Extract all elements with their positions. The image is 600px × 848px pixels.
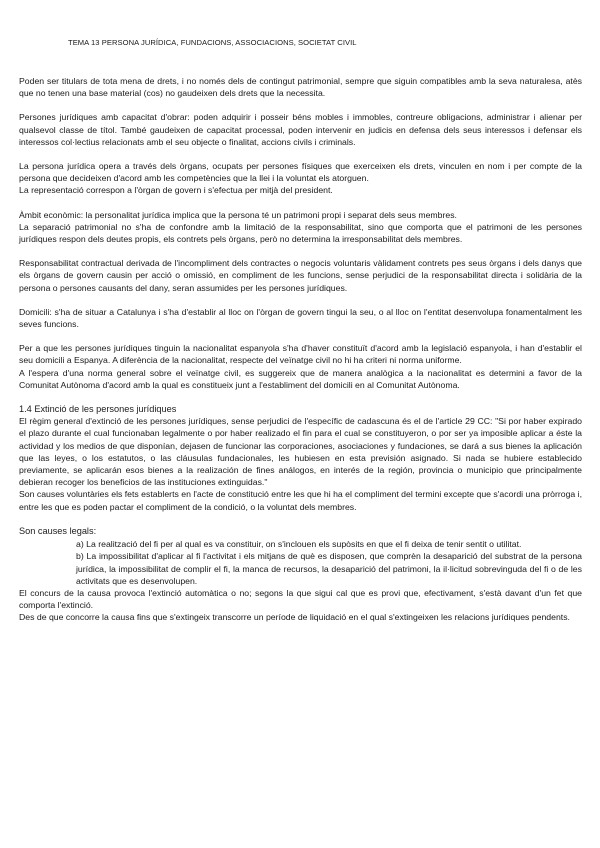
paragraph-patrimonial-separation: La separació patrimonial no s'ha de confondre amb la limitació de la responsabilitat, sino que comporta que el patrimoni de les persones jurídiques respon dels deutes propis, els contrets pels òrgans, però no determina la irresponsabilitat dels membres. bbox=[19, 221, 582, 245]
paragraph-voluntary-causes: Son causes voluntàries els fets establerts en l'acte de constitució entre les que hi ha el compliment del termini excepte que s'acordi una pròrroga i, entre les que es poden pactar el compliment de la condició, o la voluntat dels membres. bbox=[19, 489, 583, 512]
paragraph-economic-scope: Àmbit econòmic: la personalitat jurídica implica que la persona té un patrimoni propi i separat dels seus membres. bbox=[19, 209, 457, 220]
paragraph-liquidation: Des de que concorre la causa fins que s'extingeix transcorre un període de liquidació en el qual s'extingeixen les relacions jurídiques pendents. bbox=[19, 612, 570, 623]
section-title-extinction: 1.4 Extinció de les persones jurídiques bbox=[19, 404, 177, 415]
paragraph-capacity: Persones jurídiques amb capacitat d'obrar: poden adquirir i posseir béns mobles i immobles, contreure obligacions, administrar i alienar per qualsevol classe de títol. També gaudeixen de capacitat processal, poden intervenir en judicis en defensa dels seus interessos i defensar els interessos col·lectius relacionats amb el seu objecte o finalitat, accions civils i criminals. bbox=[19, 112, 582, 147]
paragraph-extinction-regime: El règim general d'extinció de les persones jurídiques, sense perjudici de l'específic de cadascuna és el de l'article 29 CC: "Si por haber expirado el plazo durante el cual funcionaban legalmente o por haber realizado el fin para el cual se constituyeron, o por ser ya imposible aplicar a éste la actividad y los medios de que disponían, dejasen de funcionar las corporaciones, asociaciones y fundaciones, se dará a sus bienes la aplicación que las leyes, o los estatutos, o las cláusulas fundacionales, les hubiesen en esta previsión asignado. Si nada se hubiere establecido previamente, se aplicarán esos bienes a la realización de fines análogos, en interés de la región, provincia o municipio que principalmente debieran recoger los beneficios de las instituciones extinguidas." bbox=[19, 416, 582, 488]
legal-cause-item-b: b) La impossibilitat d'aplicar al fi l'activitat i els mitjans de què es disposen, que comprèn la desaparició del substrat de la persona jurídica, la impossibilitat de complir el fi, la manca de recursos, la desaparició del patrimoni, la il·licitud sobrevinguda del fi o de les activitats que es desenvolupen. bbox=[76, 551, 582, 586]
legal-cause-item-a: a) La realització del fi per al qual es va constituir, on s'inclouen els supòsits en que el fi deixa de tenir sentit o utilitat. bbox=[76, 539, 522, 550]
document-body bbox=[19, 75, 582, 636]
paragraph-representation: La representació correspon a l'òrgan de govern i s'efectua per mitjà del president. bbox=[19, 185, 333, 196]
legal-causes-title: Son causes legals: bbox=[19, 525, 97, 536]
paragraph-concurrence: El concurs de la causa provoca l'extinció automàtica o no; segons la que sigui cal que es provi que, efectivament, s'està davant d'un fet que comporta l'extinció. bbox=[19, 587, 582, 611]
paragraph-rights: Poden ser titulars de tota mena de drets, i no només dels de contingut patrimonial, sempre que siguin compatibles amb la seva naturalesa, atès que no tenen una base material (cos) no gaudeixen dels drets que la necessita. bbox=[19, 76, 582, 99]
paragraph-nationality: Per a que les persones jurídiques tinguin la nacionalitat espanyola s'ha d'haver constituït d'acord amb la legislació espanyola, i han d'establir el seu domicili a Espanya. A diferència de la nacionalitat, respecte del veïnatge civil no hi ha criteri ni norma uniforme. bbox=[19, 343, 582, 366]
page-header-title: TEMA 13 PERSONA JURÍDICA, FUNDACIONS, ASSOCIACIONS, SOCIETAT CIVIL bbox=[68, 38, 357, 47]
paragraph-domicile: Domicili: s'ha de situar a Catalunya i s'ha d'establir al lloc on l'òrgan de govern tingui la seu, o al lloc on l'entitat desenvolupa fonamentalment les seves funcions. bbox=[19, 306, 582, 330]
paragraph-liability: Responsabilitat contractual derivada de l'incompliment dels contractes o negocis voluntaris vàlidament contrets pes seus òrgans i dels danys que els òrgans de govern causin per acció o omissió, en compliment de les funcions, sense perjudici de la responsabilitat directa i solidària de la persona o persones causants del dany, seran assumides per les persones jurídiques. bbox=[19, 258, 582, 293]
paragraph-organs: La persona jurídica opera a través dels òrgans, ocupats per persones físiques que exerceixen els drets, vinculen en nom i per compte de la persona que decideixen d'acord amb les competències que la llei i la voluntat els atorguen. bbox=[19, 161, 582, 184]
paragraph-civil-neighborhood: A l'espera d'una norma general sobre el veïnatge civil, es suggereix que de manera analògica a la nacionalitat es determini a favor de la Comunitat Autònoma d'acord amb la qual es constitueix junt a l'establiment del domicili en al Comunitat Autònoma. bbox=[19, 367, 582, 390]
